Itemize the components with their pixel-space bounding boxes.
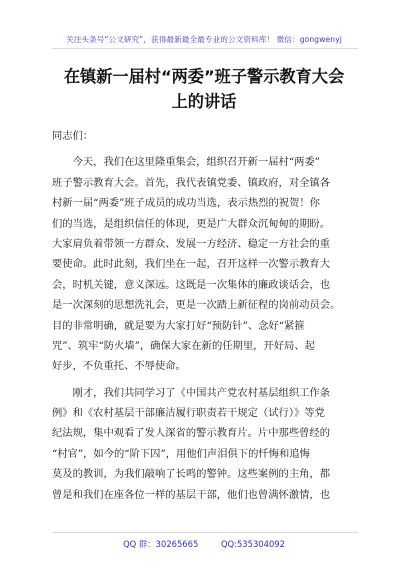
- paragraph-line: 咒”、筑牢“防火墙”，确保大家在新的任期里，开好局、起: [52, 339, 315, 352]
- paragraph-1: [52, 152, 360, 376]
- paragraph-line: 要使命。此时此刻，我们坐在一起，召开这样一次警示教育大: [52, 258, 331, 271]
- title-line-2: 上的讲话: [171, 92, 237, 111]
- paragraph-line: 今天，我们在这里隆重集会，组织召开新一届村“两委”: [52, 156, 320, 169]
- paragraph-line: 会，时机关键，意义深远。这既是一次集体的廉政谈话会，也: [52, 278, 331, 291]
- paragraph-line: 好步，不负重托、不辱使命。: [52, 360, 186, 373]
- footer-divider: [52, 532, 358, 533]
- header-divider: [52, 48, 358, 49]
- paragraph-line: 莫及的教训，为我们敲响了长鸣的警钟。这些案例的主角，都: [52, 468, 331, 481]
- paragraph-line: 曾是和我们在座各位一样的基层干部，他们也曾满怀激情，也: [52, 488, 331, 501]
- document-title: [48, 64, 360, 114]
- paragraph-line: “村官”，如今的“阶下囚”，用他们声泪俱下的忏悔和追悔: [52, 447, 310, 460]
- paragraph-line: 是一次深刻的思想洗礼会，更是一次踏上新征程的岗前动员会。: [52, 299, 341, 312]
- paragraph-line: 村新一届“两委”班子成员的成功当选，表示热烈的祝贺！你: [52, 197, 320, 210]
- paragraph-line: 例》和《农村基层干部廉洁履行职责若干规定（试行）》等党: [52, 407, 325, 420]
- footer-contact: [0, 538, 408, 550]
- title-line-1: 在镇新一届村“两委”班子警示教育大会: [63, 67, 345, 86]
- paragraph-line: 纪法规，集中观看了发人深省的警示教育片。片中那些曾经的: [52, 427, 331, 440]
- paragraph-line: 目的非常明确，就是要为大家打好“预防针”、念好“紧箍: [52, 319, 305, 332]
- paragraph-line: 们的当选，是组织信任的体现，更是广大群众沉甸甸的期盼。: [52, 217, 331, 230]
- paragraph-2: [52, 383, 360, 505]
- paragraph-line: 班子警示教育大会。首先，我代表镇党委、镇政府，对全镇各: [52, 176, 331, 189]
- document-body: [52, 126, 360, 505]
- paragraph-line: 大家肩负着带领一方群众、发展一方经济、稳定一方社会的重: [52, 237, 331, 250]
- paragraph-line: 刚才，我们共同学习了《中国共产党农村基层组织工作条: [52, 386, 331, 399]
- footer-qq-number: QQ:535304092: [220, 539, 285, 549]
- header-promo-note: 关注头条号“公文研究”，获得最新最全最专业的公文资料库！ 微信：gongwenyj: [66, 35, 342, 44]
- salutation: 同志们：: [52, 130, 94, 142]
- footer-qq-group: QQ 群：30265665: [123, 539, 199, 549]
